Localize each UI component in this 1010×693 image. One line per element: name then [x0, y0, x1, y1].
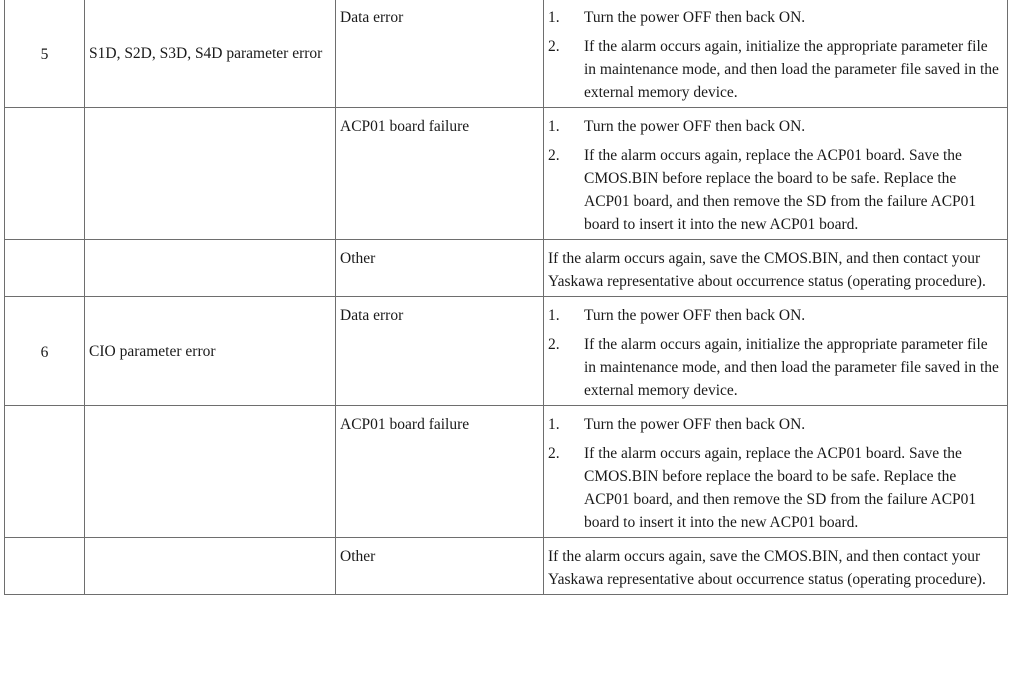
- cause-cell: [336, 406, 544, 538]
- alarm-number-cell: [5, 0, 85, 108]
- cause-cell: [336, 240, 544, 297]
- step-text: Turn the power OFF then back ON.: [584, 416, 806, 433]
- step-number: 1.: [548, 416, 560, 433]
- alarm-name-cell: [85, 538, 336, 595]
- step-text: Turn the power OFF then back ON.: [584, 307, 806, 324]
- step-text: Turn the power OFF then back ON.: [584, 118, 806, 135]
- remedy-cell: [544, 240, 1008, 297]
- alarm-name: S1D, S2D, S3D, S4D parameter error: [89, 44, 323, 62]
- alarm-number: 6: [40, 343, 49, 361]
- remedy-steps: [548, 115, 1003, 236]
- cause-text: Data error: [340, 9, 404, 26]
- remedy-step: [548, 304, 1003, 327]
- remedy-cell: [544, 406, 1008, 538]
- remedy-cell: [544, 108, 1008, 240]
- alarm-name-cell: [85, 297, 336, 406]
- remedy-cell: [544, 538, 1008, 595]
- cause-text: Other: [340, 250, 376, 267]
- table-row: [5, 297, 1008, 406]
- step-number: 2.: [548, 336, 560, 353]
- table-row: [5, 538, 1008, 595]
- cause-text: Data error: [340, 307, 404, 324]
- step-text: If the alarm occurs again, initialize the appropriate parameter file in maintenance mode, and then load the parameter file saved in the external memory device.: [584, 336, 999, 399]
- remedy-text: If the alarm occurs again, save the CMOS.BIN, and then contact your Yaskawa representative about occurrence status (operating procedure).: [548, 548, 986, 588]
- alarm-name-cell: [85, 406, 336, 538]
- table-row: [5, 240, 1008, 297]
- remedy-steps: [548, 413, 1003, 534]
- remedy-steps: [548, 6, 1003, 104]
- remedy-cell: [544, 297, 1008, 406]
- cause-cell: [336, 108, 544, 240]
- alarm-number-cell: [5, 240, 85, 297]
- cause-text: ACP01 board failure: [340, 118, 470, 135]
- step-number: 1.: [548, 9, 560, 26]
- step-number: 2.: [548, 38, 560, 55]
- remedy-step: [548, 35, 1003, 104]
- remedy-steps: [548, 304, 1003, 402]
- table-row: [5, 0, 1008, 108]
- remedy-step: [548, 413, 1003, 436]
- table-row: [5, 108, 1008, 240]
- remedy-step: [548, 144, 1003, 236]
- cause-cell: [336, 538, 544, 595]
- alarm-number: 5: [40, 45, 49, 63]
- step-number: 1.: [548, 118, 560, 135]
- step-number: 2.: [548, 445, 560, 462]
- remedy-step: [548, 115, 1003, 138]
- cause-cell: [336, 297, 544, 406]
- remedy-cell: [544, 0, 1008, 108]
- step-number: 1.: [548, 307, 560, 324]
- alarm-number-cell: [5, 406, 85, 538]
- alarm-number-cell: [5, 297, 85, 406]
- step-text: If the alarm occurs again, replace the ACP01 board. Save the CMOS.BIN before replace the board to be safe. Replace the ACP01 board, and then remove the SD from the failure ACP01 board to insert it into the new ACP01 board.: [584, 147, 977, 233]
- cause-text: ACP01 board failure: [340, 416, 470, 433]
- step-number: 2.: [548, 147, 560, 164]
- alarm-number-cell: [5, 108, 85, 240]
- alarm-name-cell: [85, 108, 336, 240]
- step-text: If the alarm occurs again, replace the ACP01 board. Save the CMOS.BIN before replace the board to be safe. Replace the ACP01 board, and then remove the SD from the failure ACP01 board to insert it into the new ACP01 board.: [584, 445, 977, 531]
- cause-text: Other: [340, 548, 376, 565]
- table-row: [5, 406, 1008, 538]
- alarm-number-cell: [5, 538, 85, 595]
- remedy-step: [548, 6, 1003, 29]
- alarm-name-cell: [85, 0, 336, 108]
- alarm-name: CIO parameter error: [89, 342, 216, 360]
- alarm-remedy-table: [4, 0, 1008, 595]
- remedy-step: [548, 442, 1003, 534]
- remedy-text: If the alarm occurs again, save the CMOS.BIN, and then contact your Yaskawa representative about occurrence status (operating procedure).: [548, 250, 986, 290]
- step-text: If the alarm occurs again, initialize the appropriate parameter file in maintenance mode, and then load the parameter file saved in the external memory device.: [584, 38, 999, 101]
- alarm-name-cell: [85, 240, 336, 297]
- remedy-step: [548, 333, 1003, 402]
- step-text: Turn the power OFF then back ON.: [584, 9, 806, 26]
- cause-cell: [336, 0, 544, 108]
